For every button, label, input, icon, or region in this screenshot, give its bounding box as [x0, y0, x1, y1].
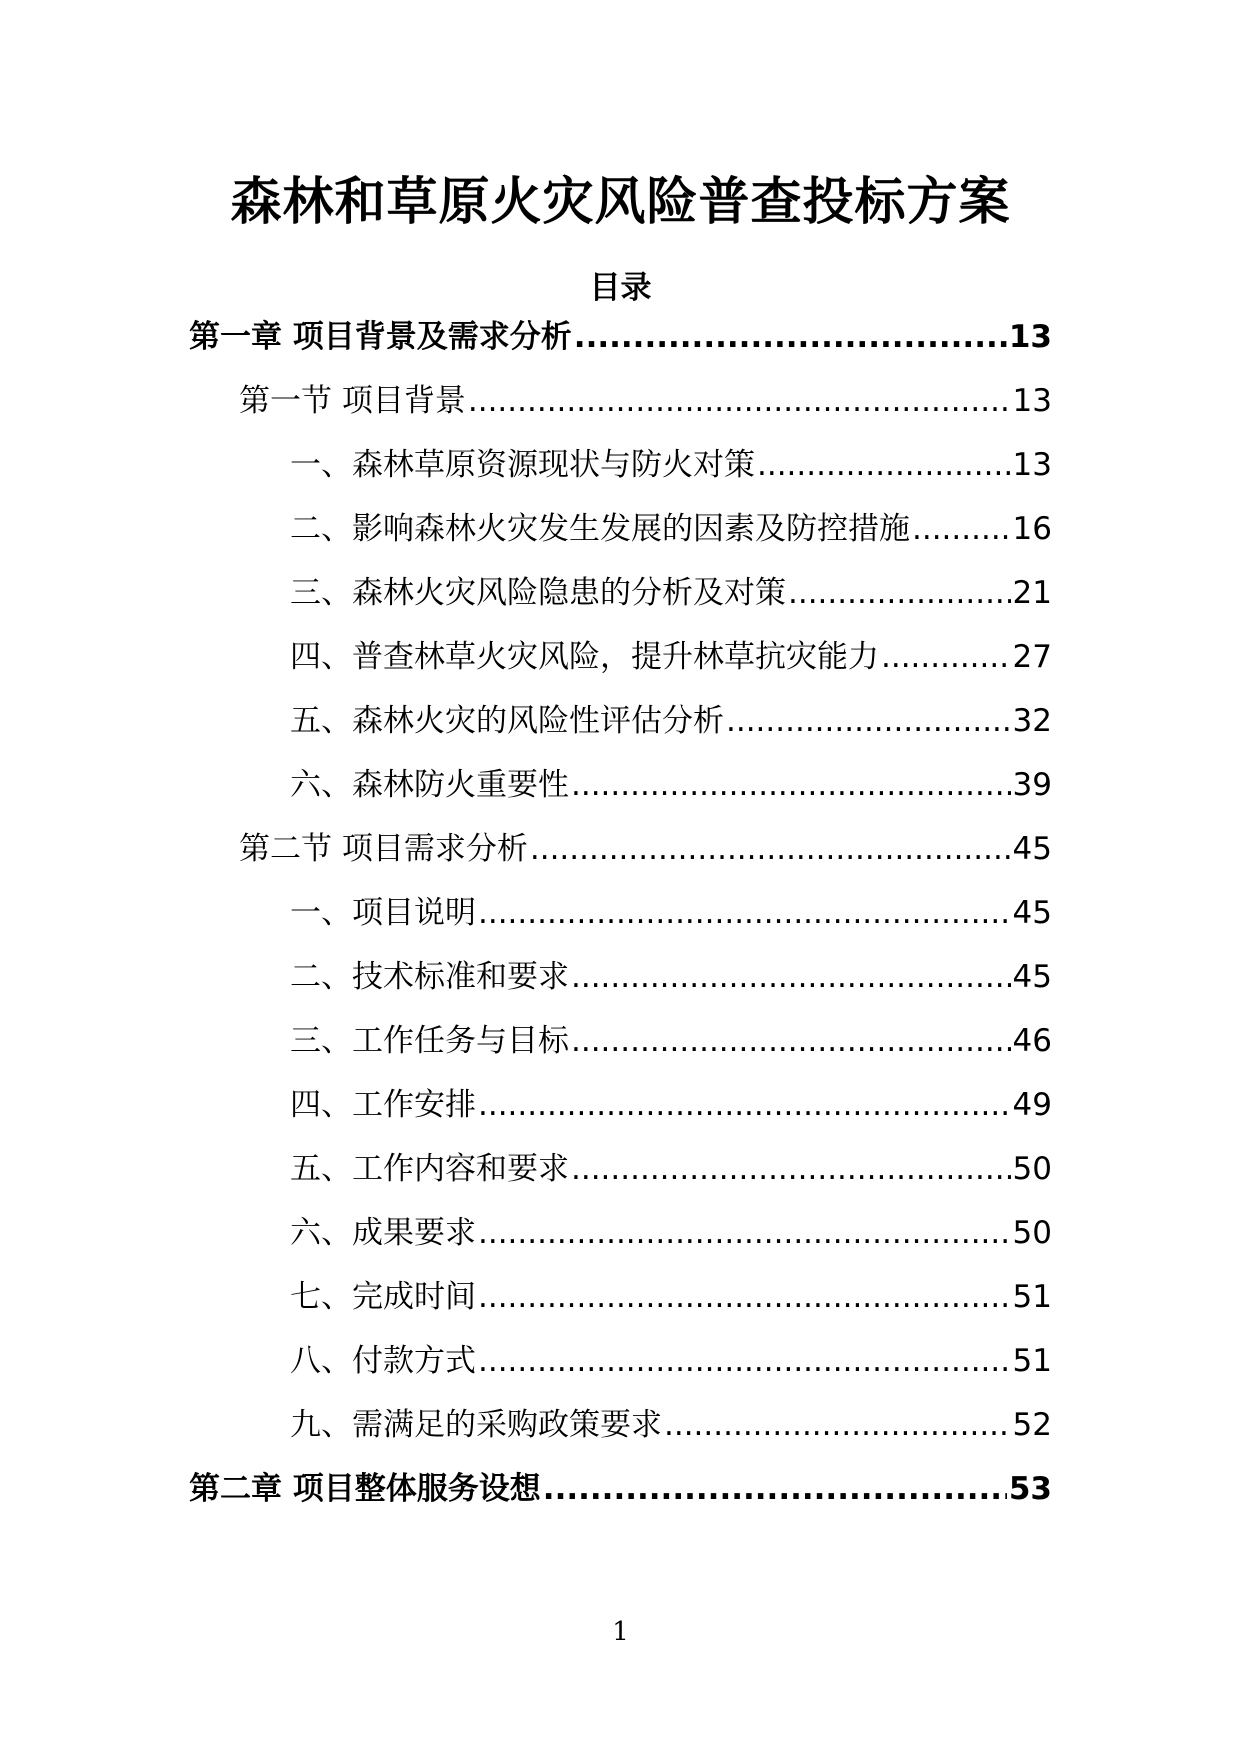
toc-entry[interactable]: [290, 1210, 1052, 1256]
toc-dot-leader: [543, 1466, 1007, 1512]
toc-dot-leader: [571, 1018, 1011, 1064]
toc-entry-label: 二、影响森林火灾发生发展的因素及防控措施: [290, 511, 910, 547]
document-title: 森林和草原火灾风险普查投标方案: [230, 173, 1011, 232]
toc-entry-page: 51: [1012, 1343, 1052, 1379]
toc-dot-leader: [468, 378, 1011, 424]
toc-entry[interactable]: [290, 570, 1052, 616]
toc-entry-page: 53: [1008, 1471, 1052, 1507]
toc-dot-leader: [571, 762, 1011, 808]
toc-dot-leader: [478, 1274, 1011, 1320]
toc-entry[interactable]: [290, 762, 1052, 808]
toc-entry-label: 五、工作内容和要求: [290, 1151, 569, 1187]
toc-entry[interactable]: [290, 1082, 1052, 1128]
toc-entry-label: 五、森林火灾的风险性评估分析: [290, 703, 724, 739]
toc-entry[interactable]: [290, 1146, 1052, 1192]
toc-entry-page: 45: [1012, 959, 1052, 995]
toc-entry[interactable]: [290, 954, 1052, 1000]
toc-entry-page: 32: [1012, 703, 1052, 739]
toc-entry-label: 第二章 项目整体服务设想: [189, 1471, 541, 1507]
toc-dot-leader: [788, 570, 1011, 616]
toc-entry-page: 27: [1012, 639, 1052, 675]
toc-entry-page: 39: [1012, 767, 1052, 803]
toc-entry-label: 三、森林火灾风险隐患的分析及对策: [290, 575, 786, 611]
toc-entry[interactable]: [290, 1402, 1052, 1448]
toc-entry-label: 八、付款方式: [290, 1343, 476, 1379]
toc-dot-leader: [664, 1402, 1011, 1448]
toc-entry-page: 52: [1012, 1407, 1052, 1443]
toc-entry-page: 21: [1012, 575, 1052, 611]
toc-entry[interactable]: [290, 1274, 1052, 1320]
toc-entry-label: 一、项目说明: [290, 895, 476, 931]
toc-entry-page: 13: [1012, 447, 1052, 483]
toc-entry[interactable]: [290, 634, 1052, 680]
toc-entry-page: 46: [1012, 1023, 1052, 1059]
toc-entry-label: 二、技术标准和要求: [290, 959, 569, 995]
toc-entry[interactable]: [290, 442, 1052, 488]
toc-dot-leader: [757, 442, 1011, 488]
toc-dot-leader: [574, 314, 1007, 360]
toc-entry-page: 50: [1012, 1151, 1052, 1187]
toc-dot-leader: [530, 826, 1011, 872]
toc-entry-page: 13: [1012, 383, 1052, 419]
toc-entry-page: 45: [1012, 895, 1052, 931]
toc-entry-label: 第二节 项目需求分析: [239, 831, 528, 867]
toc-entry-page: 50: [1012, 1215, 1052, 1251]
toc-entry-label: 一、森林草原资源现状与防火对策: [290, 447, 755, 483]
toc-entry[interactable]: [189, 1466, 1052, 1512]
toc-entry-page: 16: [1012, 511, 1052, 547]
page-number: 1: [612, 1617, 629, 1647]
toc-dot-leader: [881, 634, 1011, 680]
toc-dot-leader: [478, 890, 1011, 936]
toc-dot-leader: [571, 1146, 1011, 1192]
toc-entry-label: 第一章 项目背景及需求分析: [189, 319, 572, 355]
toc-entry-label: 第一节 项目背景: [239, 383, 466, 419]
toc-entry-label: 四、普查林草火灾风险，提升林草抗灾能力: [290, 639, 879, 675]
toc-entry[interactable]: [290, 1018, 1052, 1064]
toc-entry-label: 三、工作任务与目标: [290, 1023, 569, 1059]
toc-entry-label: 六、成果要求: [290, 1215, 476, 1251]
toc-entry-label: 七、完成时间: [290, 1279, 476, 1315]
toc-dot-leader: [478, 1210, 1011, 1256]
toc-entry[interactable]: [239, 826, 1052, 872]
toc-dot-leader: [726, 698, 1011, 744]
toc-dot-leader: [571, 954, 1011, 1000]
toc-entry-label: 六、森林防火重要性: [290, 767, 569, 803]
toc-entry-page: 45: [1012, 831, 1052, 867]
toc-entry[interactable]: [290, 1338, 1052, 1384]
toc-entry-page: 51: [1012, 1279, 1052, 1315]
toc-dot-leader: [478, 1338, 1011, 1384]
toc-entry[interactable]: [239, 378, 1052, 424]
toc-entry[interactable]: [290, 890, 1052, 936]
toc-entry-page: 49: [1012, 1087, 1052, 1123]
toc-entry[interactable]: [290, 506, 1052, 552]
toc-entry[interactable]: [290, 698, 1052, 744]
toc-heading: 目录: [589, 270, 652, 306]
toc-entry-label: 九、需满足的采购政策要求: [290, 1407, 662, 1443]
toc-entry[interactable]: [189, 314, 1052, 360]
toc-dot-leader: [478, 1082, 1011, 1128]
toc-entry-label: 四、工作安排: [290, 1087, 476, 1123]
toc-dot-leader: [912, 506, 1011, 552]
toc-entry-page: 13: [1008, 319, 1052, 355]
